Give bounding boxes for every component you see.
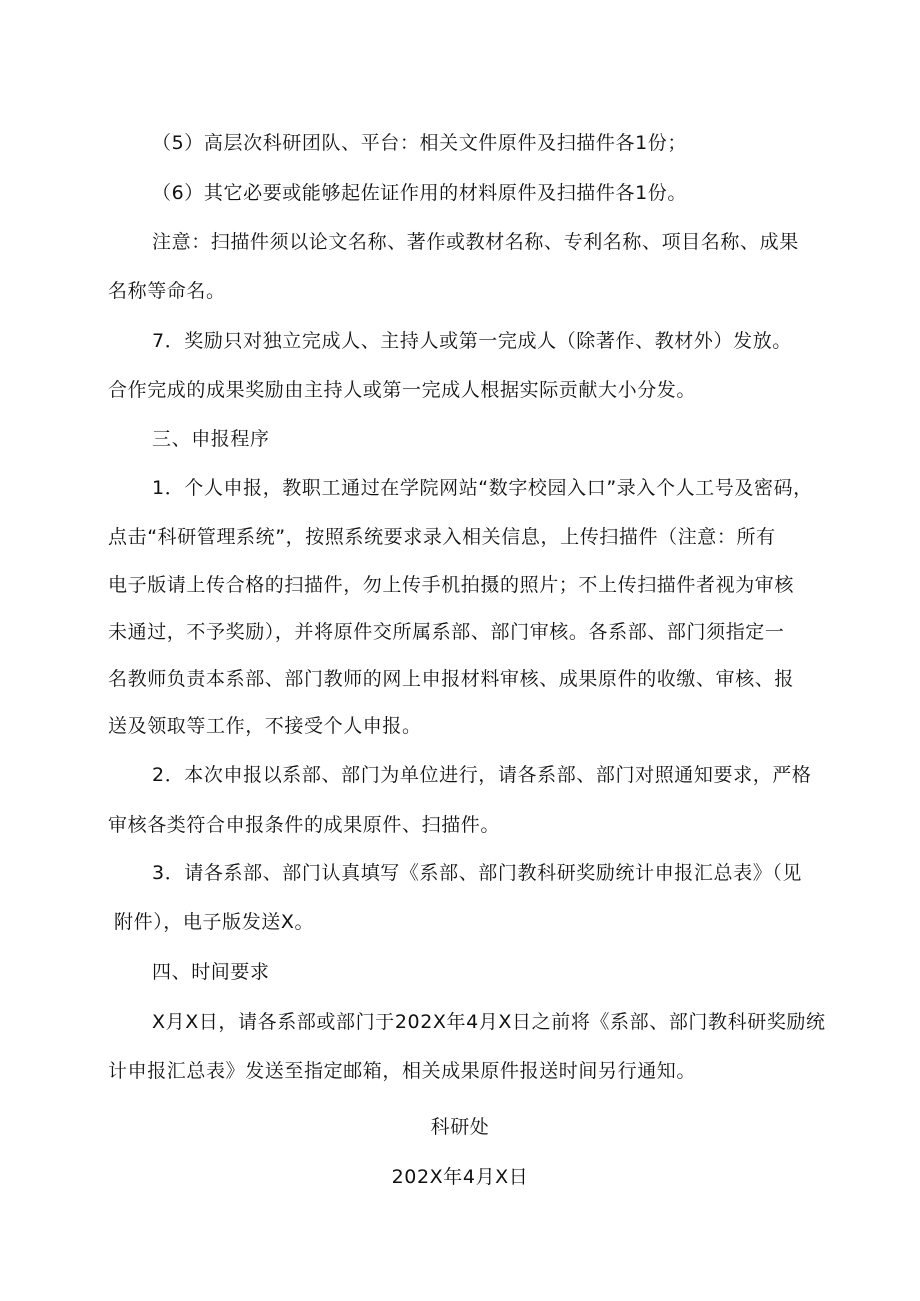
note-line-1: 注意：扫描件须以论文名称、著作或教材名称、专利名称、项目名称、成果 <box>152 231 799 253</box>
procedure-1-line-6: 送及领取等工作，不接受个人申报。 <box>108 715 422 737</box>
section-3-heading: 三、申报程序 <box>152 428 270 450</box>
procedure-1-line-3: 电子版请上传合格的扫描件，勿上传手机拍摄的照片；不上传扫描件者视为审核 <box>108 574 795 596</box>
time-requirement-line-2: 计申报汇总表》发送至指定邮箱，相关成果原件报送时间另行通知。 <box>108 1060 697 1082</box>
item-7-line-2: 合作完成的成果奖励由主持人或第一完成人根据实际贡献大小分发。 <box>108 379 697 401</box>
procedure-3-line-2: 附件），电子版发送X。 <box>114 911 315 933</box>
signature-date: 202X年4月X日 <box>391 1166 529 1188</box>
time-requirement-line-1: X月X日，请各系部或部门于202X年4月X日之前将《系部、部门教科研奖励统 <box>152 1011 826 1033</box>
procedure-2-line-1: 2．本次申报以系部、部门为单位进行，请各系部、部门对照通知要求，严格 <box>152 764 812 786</box>
item-7-line-1: 7．奖励只对独立完成人、主持人或第一完成人（除著作、教材外）发放。 <box>152 330 792 352</box>
note-line-2: 名称等命名。 <box>108 280 226 302</box>
item-6-text: （6）其它必要或能够起佐证作用的材料原件及扫描件各1份。 <box>152 182 687 204</box>
signature-office: 科研处 <box>430 1116 490 1138</box>
procedure-1-line-1: 1．个人申报，教职工通过在学院网站“数字校园入口”录入个人工号及密码， <box>152 477 813 499</box>
section-4-heading: 四、时间要求 <box>152 961 270 983</box>
item-5-text: （5）高层次科研团队、平台：相关文件原件及扫描件各1份； <box>152 132 687 154</box>
procedure-1-line-2: 点击“科研管理系统”，按照系统要求录入相关信息，上传扫描件（注意：所有 <box>108 526 776 548</box>
procedure-1-line-5: 名教师负责本系部、部门教师的网上申报材料审核、成果原件的收缴、审核、报 <box>108 668 795 690</box>
procedure-3-line-1: 3．请各系部、部门认真填写《系部、部门教科研奖励统计申报汇总表》（见 <box>152 862 802 884</box>
procedure-2-line-2: 审核各类符合申报条件的成果原件、扫描件。 <box>108 814 501 836</box>
procedure-1-line-4: 未通过，不予奖励），并将原件交所属系部、部门审核。各系部、部门须指定一 <box>108 621 785 643</box>
